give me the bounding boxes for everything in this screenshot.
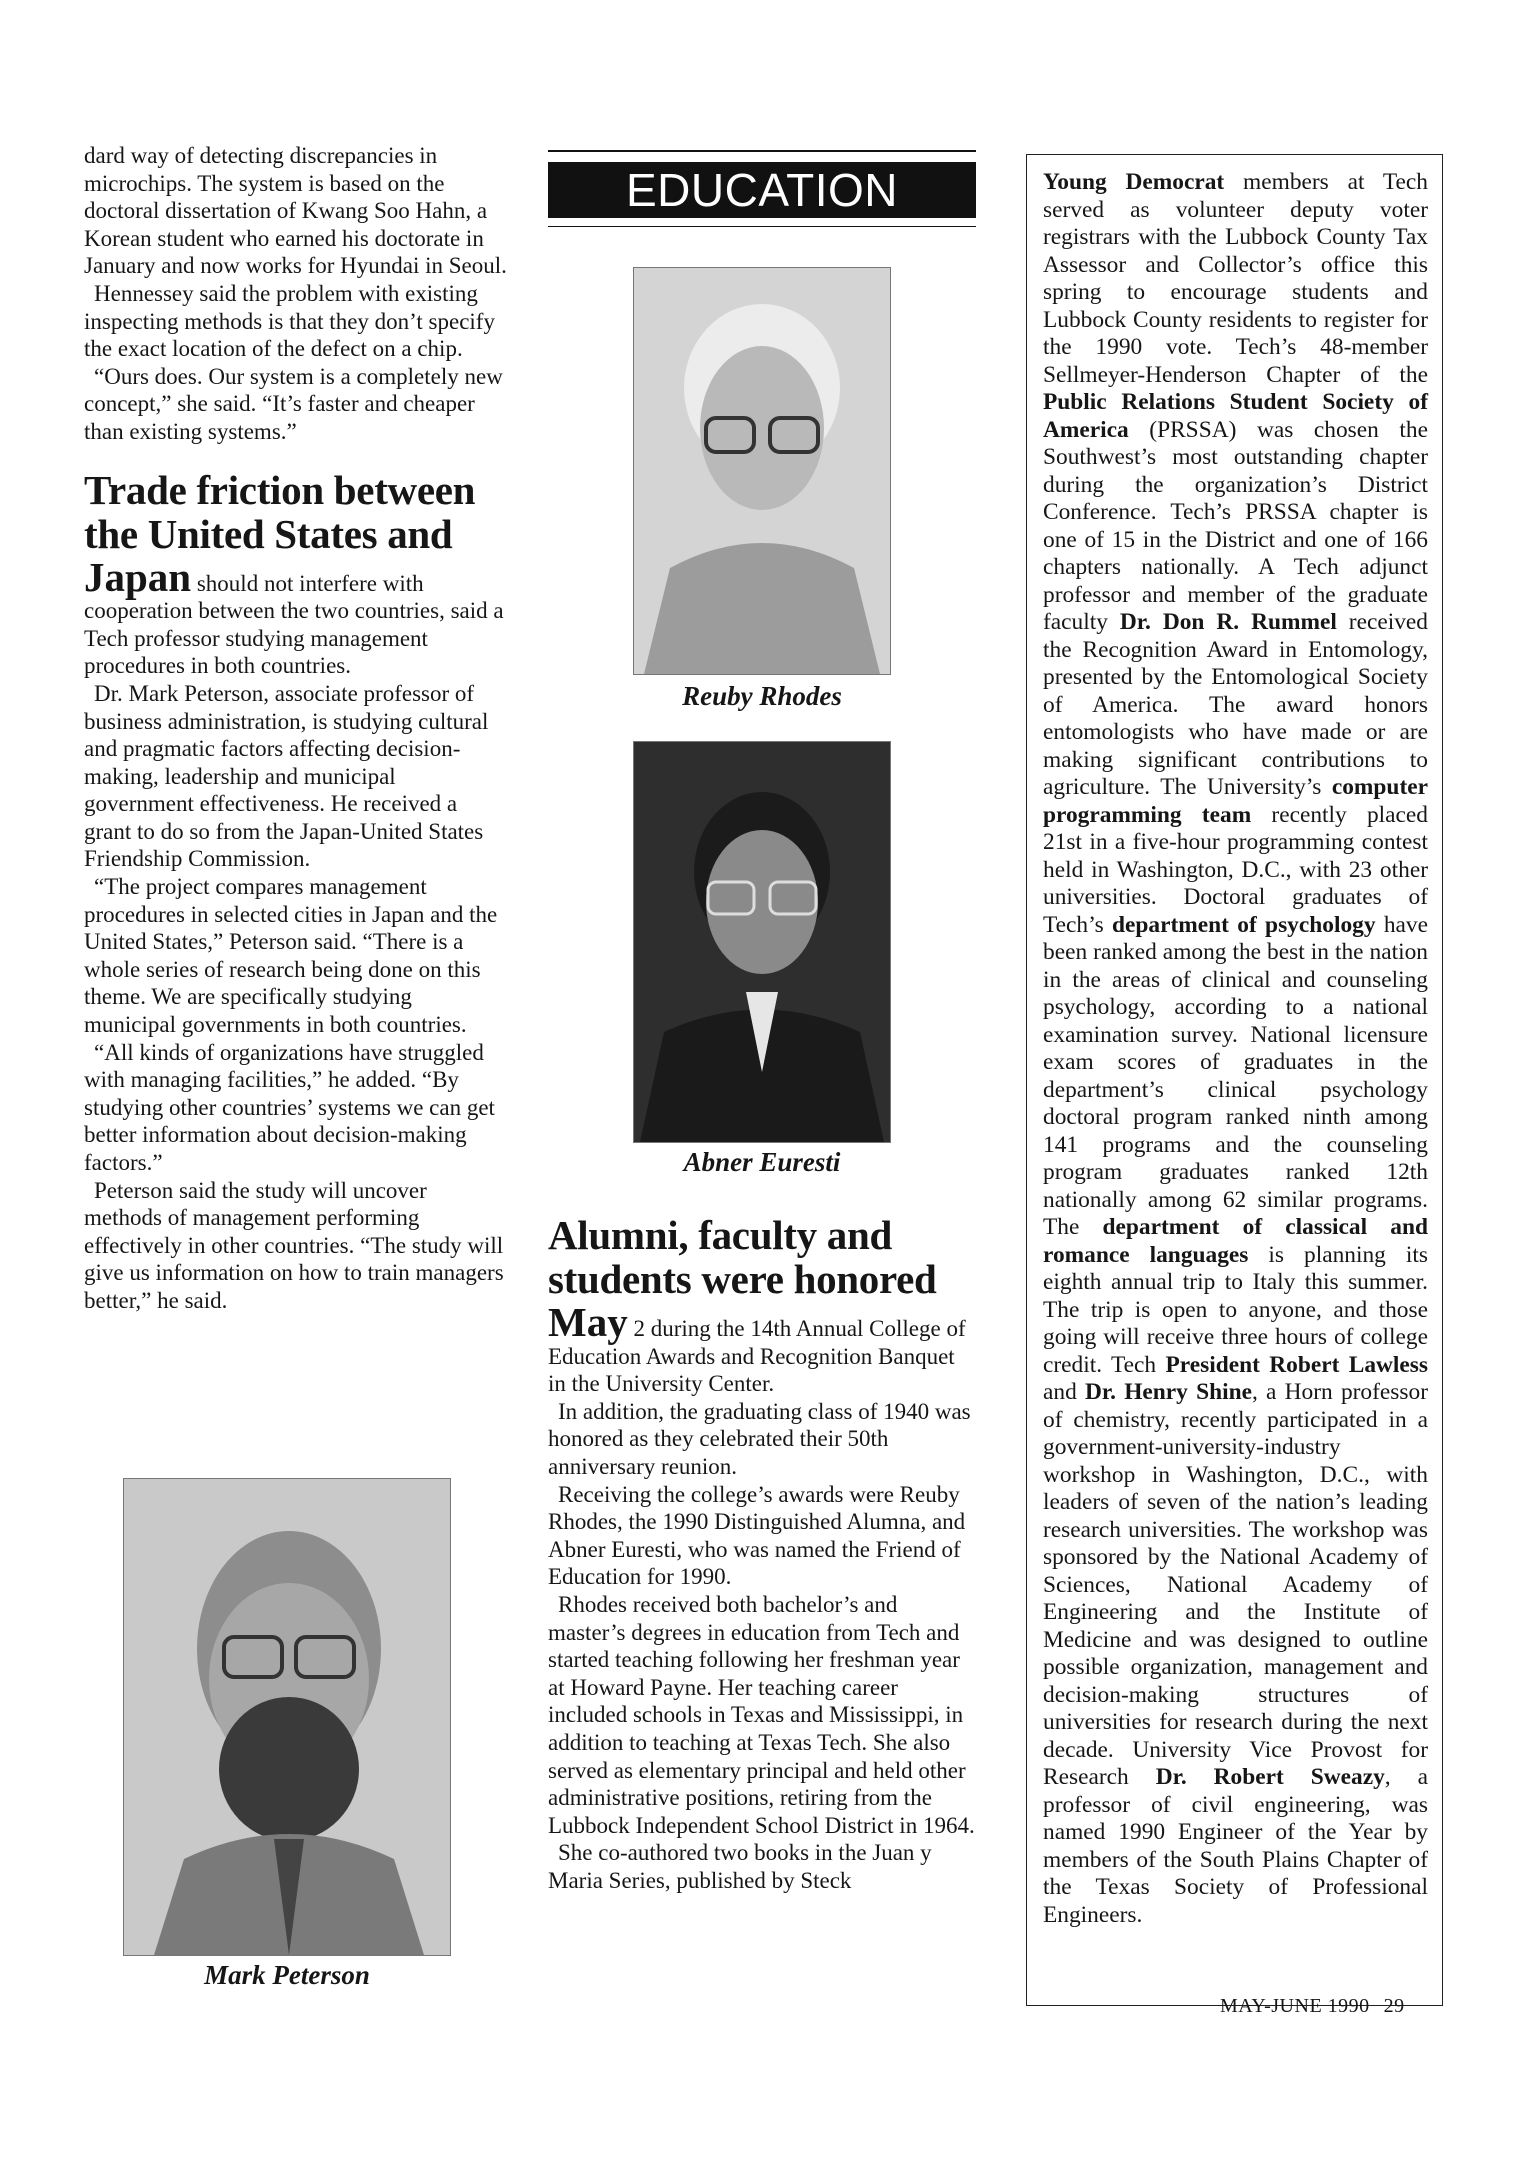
sidebar-segment: Public Relations Student Society of America — [1043, 389, 1428, 443]
story-lead-text: 2 during the 14th Annual College of Education Awards and Recognition Banquet in the University Center. — [548, 1316, 966, 1397]
sidebar-segment: , a Horn professor of chemistry, recently participated in a government-university-industry workshop in Washington, D.C., with leaders of seven of the nation’s leading research universities. The workshop was sponsored by the National Academy of Sciences, National Academy of Engineering and the Institute of Medicine and was designed to outline possible organization, management and decision-making structures of universities for research during the next decade. University Vice Provost for Research — [1043, 1379, 1428, 1790]
continuation-paragraph: Hennessey said the problem with existing inspecting methods is that they don’t specify the exact location of the defect on a chip. — [84, 280, 495, 362]
photo-block-peterson — [122, 1478, 452, 1990]
sidebar-segment: have been ranked among the best in the nation in the areas of clinical and counseling psychology, according to a national examination survey. National licensure exam scores of graduates in the department’s clinical psychology doctoral program ranked ninth among 141 programs and the counseling program graduates ranked 12th nationally among 62 similar programs. The — [1043, 911, 1429, 1240]
portrait-silhouette-icon — [124, 1479, 450, 1955]
portrait-silhouette-icon — [634, 742, 890, 1142]
story-paragraph: “The project compares management procedures in selected cities in Japan and the United States,” Peterson said. “There is a whole series of research being done on this theme. We are specifically studying municipal governments in both countries. — [84, 874, 498, 1038]
story-headline-trade: Trade friction between the United States and — [84, 466, 476, 557]
left-column — [84, 142, 508, 1315]
photo-caption-rhodes: Reuby Rhodes — [682, 681, 842, 711]
portrait-silhouette-icon — [634, 268, 890, 674]
news-briefs-sidebar — [1026, 154, 1443, 2006]
story-paragraph: In addition, the graduating class of 1940 was honored as they celebrated their 50th anniversary reunion. — [548, 1398, 971, 1479]
sidebar-segment: computer programming team — [1043, 774, 1428, 828]
story-lead-paragraph — [84, 553, 508, 680]
sidebar-segment: is planning its eighth annual trip to Italy this summer. The trip is open to anyone, and those going will receive three hours of college credit. Tech — [1043, 1241, 1428, 1378]
story-paragraph: She co-authored two books in the Juan y Maria Series, published by Steck — [548, 1840, 932, 1893]
middle-column — [548, 150, 976, 1894]
sidebar-segment: members at Tech served as volunteer deputy voter registrars with the Lubbock County Tax Assessor and Collector’s office this spring to encourage students and Lubbock County residents to register for the 1990 vote. Tech’s 48-member Sellmeyer-Henderson Chapter of the — [1043, 169, 1428, 388]
sidebar-segment: , a professor of civil engineering, was named 1990 Engineer of the Year by members of the South Plains Chapter of the Texas Society of Professional Engineers. — [1043, 1764, 1428, 1928]
story-paragraph: “All kinds of organizations have struggled with managing facilities,” he added. “By studying other countries’ systems we can get better information about decision-making factors.” — [84, 1039, 495, 1175]
sidebar-segment: and — [1043, 1379, 1085, 1405]
sidebar-segment: (PRSSA) was chosen the Southwest’s most outstanding chapter during the organization’s District Conference. Tech’s PRSSA chapter is one of 15 in the District and one of 166 chapters nationally. A Tech adjunct professor and member of the graduate faculty — [1043, 416, 1428, 635]
story-paragraph: Dr. Mark Peterson, associate professor of business administration, is studying cultural and pragmatic factors affecting decision-making, leadership and municipal government effectiveness. He received a grant to do so from the Japan-United States Friendship Commission. — [84, 680, 489, 872]
sidebar-segment: received the Recognition Award in Entomology, presented by the Entomological Society of America. The award honors entomologists who have made or are making significant contributions to agriculture. The University’s — [1043, 609, 1428, 800]
story-lead-paragraph — [548, 1299, 976, 1398]
sidebar-segment: President Robert Lawless — [1165, 1351, 1428, 1378]
sidebar-segment: Young Democrat — [1043, 169, 1225, 195]
issue-date: MAY-JUNE 1990 — [1220, 1995, 1370, 2017]
story-paragraph: Receiving the college’s awards were Reuby Rhodes, the 1990 Distinguished Alumna, and Abner Euresti, who was named the Friend of Education for 1990. — [548, 1481, 966, 1590]
page-number: 29 — [1383, 1995, 1405, 2017]
story-lead-word: May — [548, 1299, 628, 1345]
page-folio — [1220, 1995, 1405, 2018]
banner-top-rule — [548, 150, 976, 152]
story-headline-alumni: Alumni, faculty and students were honored — [548, 1212, 937, 1302]
photo-caption-euresti: Abner Euresti — [683, 1147, 841, 1177]
story-lead-word: Japan — [84, 553, 192, 600]
sidebar-text — [1043, 169, 1428, 1929]
photo-caption-peterson: Mark Peterson — [204, 1960, 370, 1990]
photo-reuby-rhodes — [633, 267, 891, 675]
sidebar-segment: Dr. Henry Shine — [1085, 1379, 1252, 1405]
sidebar-segment: department of classical and romance languages — [1043, 1214, 1428, 1268]
continuation-paragraph: “Ours does. Our system is a completely new concept,” she said. “It’s faster and cheaper than existing systems.” — [84, 363, 503, 444]
banner-bottom-rule — [548, 226, 976, 227]
photo-mark-peterson — [123, 1478, 451, 1956]
sidebar-segment: department of psychology — [1112, 911, 1376, 938]
story-lead-text: should not interfere with cooperation between the two countries, said a Tech professor studying management procedures in both countries. — [84, 570, 504, 679]
section-banner: EDUCATION — [548, 162, 976, 218]
continuation-paragraph: dard way of detecting discrepancies in microchips. The system is based on the doctoral dissertation of Kwang Soo Hahn, a Korean student who earned his doctorate in January and now works for Hyundai in Seoul. — [84, 143, 507, 279]
story-paragraph: Peterson said the study will uncover methods of management performing effectively in other countries. “The study will give us information on how to train managers better,” he said. — [84, 1177, 504, 1313]
sidebar-segment: recently placed 21st in a five-hour programming contest held in Washington, D.C., with 23 other universities. Doctoral graduates of Tech’s — [1043, 801, 1428, 938]
sidebar-segment: Dr. Robert Sweazy — [1155, 1764, 1385, 1790]
sidebar-segment: Dr. Don R. Rummel — [1119, 609, 1337, 635]
story-paragraph: Rhodes received both bachelor’s and master’s degrees in education from Tech and started teaching following her freshman year at Howard Payne. Her teaching career included schools in Texas and Mississippi, in addition to teaching at Texas Tech. She also served as elementary principal and held other administrative positions, retiring from the Lubbock Independent School District in 1964. — [548, 1591, 975, 1838]
photo-abner-euresti — [633, 741, 891, 1143]
